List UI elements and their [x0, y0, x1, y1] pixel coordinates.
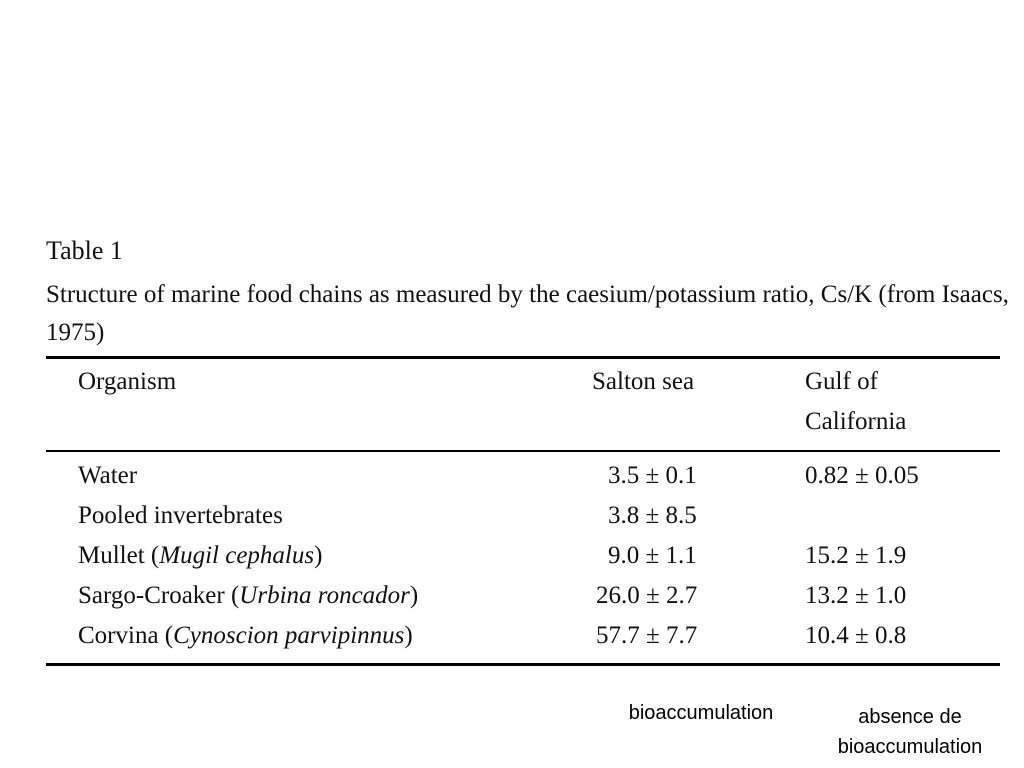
header-rule: [46, 450, 1000, 452]
salton-value: 26.0 ± 2.7: [596, 582, 698, 609]
organism-cell: [78, 542, 322, 570]
species-name: Urbina roncador: [239, 582, 410, 609]
paren-close: ): [314, 542, 323, 569]
header-gulf-line1: Gulf of: [805, 368, 878, 395]
salton-value: 9.0 ± 1.1: [608, 542, 697, 569]
gulf-value: 10.4 ± 0.8: [805, 622, 907, 649]
organism-cell: [78, 582, 418, 610]
organism-cell: Water: [78, 462, 138, 489]
absence-bioaccumulation-note: [800, 702, 1020, 762]
table-label: Table 1: [46, 236, 123, 265]
species-name: Cynoscion parvipinnus: [173, 622, 405, 649]
bottom-rule: [46, 663, 1000, 666]
salton-value: 3.8 ± 8.5: [608, 502, 697, 529]
salton-value: 3.5 ± 0.1: [608, 462, 697, 489]
bioaccumulation-note: bioaccumulation: [628, 702, 774, 724]
top-rule: [46, 356, 1000, 359]
organism-name: Corvina (: [78, 622, 174, 649]
note-line1: absence de: [858, 706, 962, 728]
header-salton-sea: Salton sea: [592, 368, 695, 395]
header-organism: Organism: [78, 368, 177, 395]
gulf-value: 13.2 ± 1.0: [805, 582, 907, 609]
organism-name: Mullet (: [78, 542, 160, 569]
note-line2: bioaccumulation: [837, 736, 983, 758]
table-caption: Structure of marine food chains as measured by the caesium/potassium ratio, Cs/K (from Isaacs, 1975): [46, 281, 1009, 346]
organism-cell: [78, 622, 413, 650]
paren-close: ): [404, 622, 413, 649]
gulf-value: 0.82 ± 0.05: [805, 462, 919, 489]
gulf-value: 15.2 ± 1.9: [805, 542, 907, 569]
paren-close: ): [409, 582, 419, 609]
salton-value: 57.7 ± 7.7: [596, 622, 698, 649]
species-name: Mugil cephalus: [159, 542, 315, 569]
header-gulf-of-california: [805, 362, 906, 442]
organism-cell: Pooled invertebrates: [78, 502, 283, 529]
header-gulf-line2: California: [805, 408, 907, 435]
organism-name: Sargo-Croaker (: [78, 582, 240, 609]
